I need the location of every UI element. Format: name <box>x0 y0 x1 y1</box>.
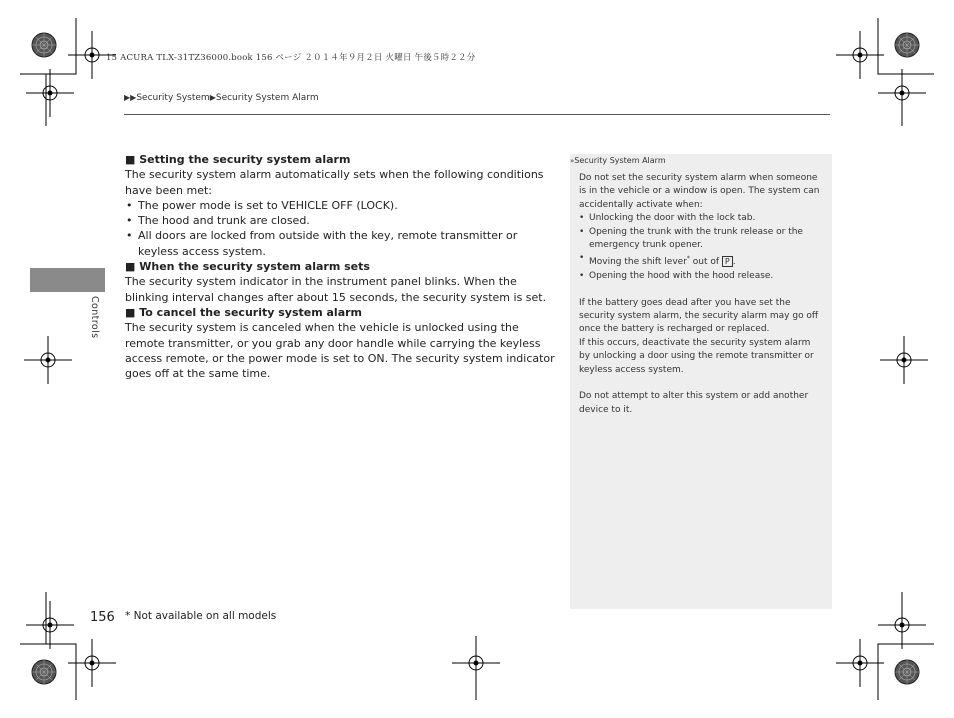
square-bullet-icon: ■ <box>125 305 136 319</box>
section-heading: ■ Setting the security system alarm <box>125 153 351 166</box>
double-arrow-icon: ▶▶ <box>124 93 137 102</box>
section-text: The security system is canceled when the vehicle is unlocked using the remote transmitter, or you grab any door handle while carrying the keyless access remote, or the power mode is set to ON. The security system indicator goes off at the same time. <box>125 321 555 381</box>
footnote: * Not available on all models <box>125 610 277 622</box>
side-tab-label: Controls <box>89 296 100 339</box>
note-paragraph: If the battery goes dead after you have set the security system alarm, the security alarm may go off once the battery is recharged or replaced. <box>579 297 819 335</box>
list-item: • Unlocking the door with the lock tab. <box>579 212 823 225</box>
list-item: • Moving the shift lever* out of P . <box>579 252 823 269</box>
section-heading: ■ When the security system alarm sets <box>125 260 370 274</box>
note-paragraph: Do not set the security system alarm when someone is in the vehicle or a window is open. The system can accidentally activate when: <box>579 173 820 210</box>
main-content <box>125 152 555 381</box>
reference-icon: » <box>570 157 575 165</box>
list-item: • All doors are locked from outside with the key, remote transmitter or keyless access system. <box>125 228 555 259</box>
breadcrumb-level2[interactable]: Security System Alarm <box>215 93 319 103</box>
breadcrumb-level1[interactable]: Security System <box>136 93 210 103</box>
square-bullet-icon: ■ <box>125 153 136 166</box>
section-text: The security system indicator in the instrument panel blinks. When the blinking interval changes after about 15 seconds, the security system is set. <box>125 275 547 304</box>
note-list <box>579 212 823 283</box>
arrow-icon: ▶ <box>209 93 216 102</box>
print-info-line: 15 ACURA TLX-31TZ36000.book 156 ページ ２０１４年９月２日 火曜日 午後５時２２分 <box>106 53 476 63</box>
section-text: The security system alarm automatically sets when the following conditions have been met: <box>125 168 544 197</box>
list-item: • The hood and trunk are closed. <box>125 213 555 228</box>
note-paragraph: Do not attempt to alter this system or add another device to it. <box>579 391 809 415</box>
park-position-icon: P <box>722 256 733 267</box>
list-item: • The power mode is set to VEHICLE OFF (LOCK). <box>125 198 555 213</box>
note-body <box>579 172 823 417</box>
list-item: • Opening the trunk with the trunk release or the emergency trunk opener. <box>579 226 823 253</box>
conditions-list <box>125 198 555 259</box>
list-item: • Opening the hood with the hood release. <box>579 270 823 283</box>
note-title: »Security System Alarm <box>570 156 666 165</box>
side-tab <box>30 268 105 292</box>
header-divider <box>124 114 830 115</box>
square-bullet-icon: ■ <box>125 260 136 274</box>
note-paragraph: If this occurs, deactivate the security system alarm by unlocking a door using the remote transmitter or keyless access system. <box>579 337 814 375</box>
page-number: 156 <box>90 610 115 625</box>
section-heading: ■ To cancel the security system alarm <box>125 305 363 319</box>
breadcrumb <box>124 93 319 103</box>
